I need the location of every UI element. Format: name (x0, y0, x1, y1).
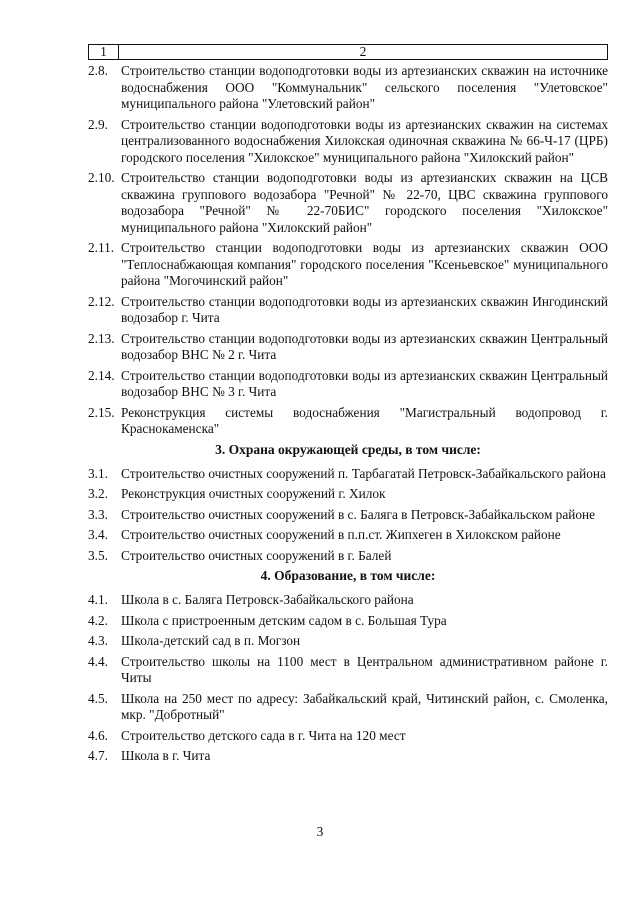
item-text: Строительство школы на 1100 мест в Центральном административном районе г. Читы (121, 653, 608, 685)
item-number: 3.4. (88, 527, 108, 542)
list-item (88, 466, 608, 483)
list-item (88, 527, 608, 544)
item-text: Строительство станции водоподготовки воды из артезианских скважин Ингодинский водозабор г. Чита (121, 293, 608, 325)
document-content (88, 63, 608, 769)
item-number: 2.12. (88, 293, 115, 309)
table-header-col-2: 2 (359, 44, 367, 59)
item-text: Строительство очистных сооружений в п.п.ст. Жипхеген в Хилокском районе (121, 527, 561, 542)
list-item (88, 486, 608, 503)
table-header-col-1: 1 (89, 45, 119, 59)
item-text: Строительство станции водоподготовки воды из артезианских скважин Центральный водозабор ВНС № 2 г. Чита (121, 330, 608, 362)
list-item (88, 405, 608, 438)
item-number: 2.15. (88, 404, 115, 420)
item-number: 2.11. (88, 240, 115, 255)
page-number: 3 (316, 824, 324, 839)
item-text: Школа с пристроенным детским садом в с. Большая Тура (121, 612, 447, 628)
list-item (88, 654, 608, 687)
item-number: 2.8. (88, 63, 108, 78)
table-header (88, 44, 608, 60)
item-number: 3.5. (88, 547, 108, 563)
item-text: Реконструкция очистных сооружений г. Хилок (121, 486, 386, 501)
item-number: 4.7. (88, 748, 108, 763)
item-text: Строительство станции водоподготовки воды из артезианских скважин на системах централизованного водоснабжения Хилокская одиночная скважина № 66-Ч-17 (ЦРБ) городского поселения "Хилокское" муниципального района "Хилокский район" (121, 116, 608, 165)
list-item (88, 633, 608, 650)
list-item (88, 592, 608, 609)
list-item (88, 507, 608, 524)
item-number: 4.2. (88, 612, 108, 628)
item-number: 3.3. (88, 506, 108, 522)
item-number: 4.5. (88, 690, 108, 706)
item-text: Реконструкция системы водоснабжения "Магистральный водопровод г. Краснокаменска" (121, 404, 608, 436)
item-text: Строительство детского сада в г. Чита на 120 мест (121, 727, 406, 743)
item-number: 3.1. (88, 465, 108, 481)
list-item (88, 691, 608, 724)
item-text: Школа в с. Баляга Петровск-Забайкальского района (121, 592, 414, 607)
list-item (88, 63, 608, 113)
item-text: Строительство очистных сооружений п. Тарбагатай Петровск-Забайкальского района (121, 465, 606, 481)
item-text: Строительство очистных сооружений в г. Балей (121, 547, 392, 563)
item-number: 2.10. (88, 170, 115, 185)
list-item (88, 294, 608, 327)
list-item (88, 240, 608, 290)
item-text: Строительство станции водоподготовки воды из артезианских скважин на источнике водоснабжения ООО "Коммунальник" сельского поселения "Улетовское" муниципального района "Улетовский район" (121, 63, 608, 111)
item-text: Строительство станции водоподготовки воды из артезианских скважин Центральный водозабор ВНС № 3 г. Чита (121, 367, 608, 399)
item-text: Школа в г. Чита (121, 748, 211, 763)
item-text: Строительство станции водоподготовки воды из артезианских скважин на ЦСВ скважина группового водозабора "Речной" № 22-70, ЦВС скважина группового водозабора "Речной" № 22-70БИС" городского поселения "Хилокское" муниципального района "Хилокский район" (121, 170, 608, 235)
item-text: Школа-детский сад в п. Могзон (121, 633, 301, 648)
list-item (88, 117, 608, 167)
list-item (88, 548, 608, 565)
item-number: 4.6. (88, 727, 108, 743)
list-item (88, 331, 608, 364)
item-text: Школа на 250 мест по адресу: Забайкальский край, Читинский район, с. Смоленка, мкр. "Добротный" (121, 690, 608, 722)
list-item (88, 368, 608, 401)
list-item (88, 170, 608, 236)
item-number: 2.9. (88, 116, 108, 132)
item-number: 4.1. (88, 592, 108, 607)
section-heading: 3. Охрана окружающей среды, в том числе: (215, 441, 481, 457)
item-number: 3.2. (88, 486, 108, 501)
item-number: 2.14. (88, 367, 115, 383)
item-number: 4.3. (88, 633, 108, 648)
list-item (88, 613, 608, 630)
item-text: Строительство станции водоподготовки воды из артезианских скважин ООО "Теплоснабжающая компания" городского поселения "Ксеньевское" муниципального района "Могочинский район" (121, 240, 608, 288)
list-item (88, 748, 608, 765)
section-heading: 4. Образование, в том числе: (260, 568, 436, 583)
item-number: 4.4. (88, 653, 108, 669)
list-item (88, 728, 608, 745)
item-text: Строительство очистных сооружений в с. Баляга в Петровск-Забайкальском районе (121, 506, 596, 522)
item-number: 2.13. (88, 330, 115, 346)
